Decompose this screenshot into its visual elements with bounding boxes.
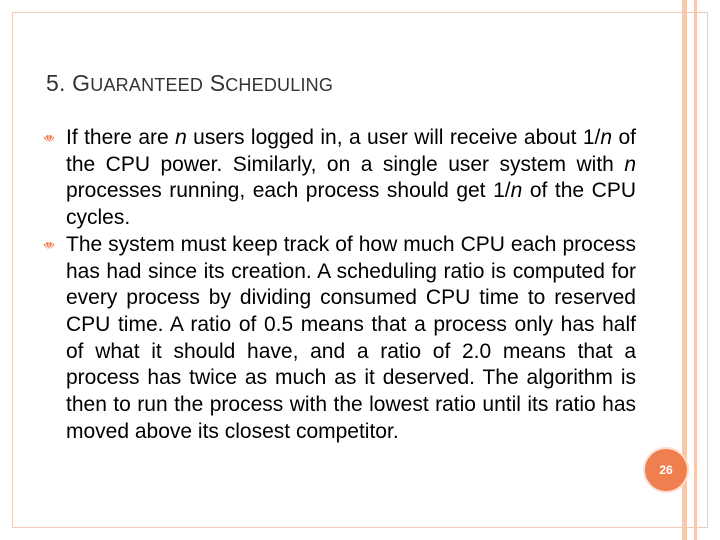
shell-icon: [42, 132, 56, 146]
title-word-scheduling: CHEDULING: [225, 75, 334, 95]
title-number: 5.: [46, 70, 73, 96]
bullet-text-1: [66, 125, 636, 232]
bullet-1-segment: of the CPU power. Similarly, on a single user system with: [66, 126, 636, 176]
bullet-1-segment: processes running, each process should get 1/: [66, 179, 511, 203]
decorative-stripe-inner: [694, 0, 697, 540]
bullet-item-1: [42, 125, 636, 232]
bullet-1-segment: of the CPU cycles.: [66, 179, 636, 230]
slide-title: [46, 70, 333, 97]
title-word-guaranteed: UARANTEED: [90, 75, 204, 95]
bullet-1-italic-n: n: [624, 152, 636, 176]
title-initial-s: S: [209, 70, 226, 96]
bullet-1-italic-n: n: [510, 179, 523, 203]
page-number-badge: 26: [643, 447, 689, 493]
bullet-1-segment: users logged in, a user will receive about 1/: [186, 126, 601, 149]
slide-content: [42, 125, 636, 445]
title-initial-g: G: [72, 70, 91, 96]
bullet-1-italic-n: n: [600, 126, 613, 149]
bullet-1-segment: If there are: [66, 126, 176, 149]
bullet-1-italic-n: n: [175, 126, 187, 149]
bullet-text-2: The system must keep track of how much CPU each process has had since its creation. A scheduling ratio is computed for every process by dividing consumed CPU time to reserved CPU time. A ratio of 0.5 means that a process only has half of what it should have, and a ratio of 2.0 means that a process has twice as much as it deserved. The algorithm is then to run the process with the lowest ratio until its ratio has moved above its closest competitor.: [66, 232, 636, 443]
bullet-item-2: [42, 232, 636, 446]
shell-icon: [42, 239, 56, 253]
